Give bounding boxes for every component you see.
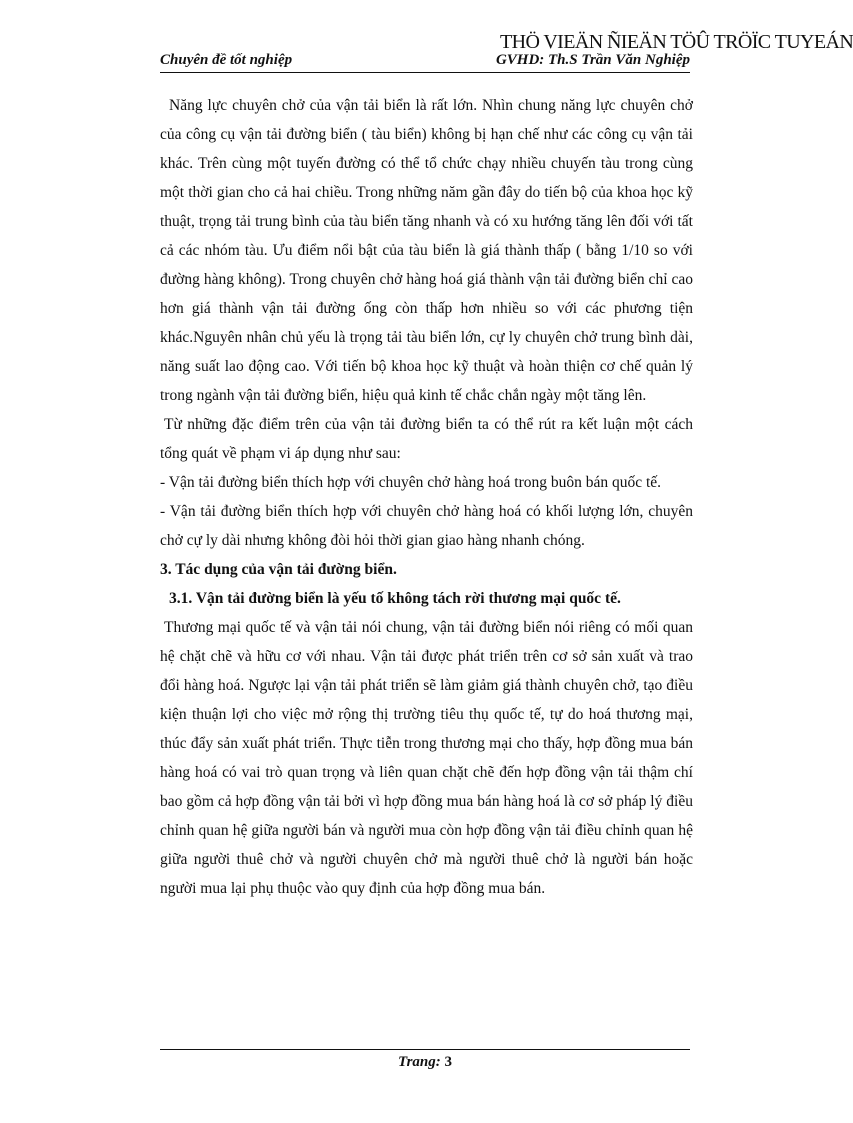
header-title: Chuyên đề tốt nghiệp (160, 52, 293, 68)
section-heading: 3. Tác dụng của vận tải đường biển. (160, 561, 397, 578)
page-number: 3 (444, 1054, 453, 1070)
subsection-heading: 3.1. Vận tải đường biển là yếu tố không tách rời thương mại quốc tế. (169, 590, 621, 607)
header-advisor: GVHD: Th.S Trần Văn Nghiệp (495, 52, 690, 68)
page-number-label: Trang: (397, 1054, 441, 1070)
bullet-item-large-volume: - Vận tải đường biển thích hợp với chuyên chở hàng hoá có khối lượng lớn, chuyên chở cự ly dài nhưng không đòi hỏi thời gian giao hàng nhanh chóng. (160, 503, 693, 549)
page-header (160, 50, 690, 73)
paragraph-conclusion-intro: Từ những đặc điểm trên của vận tải đường biển ta có thể rút ra kết luận một cách tổng quát về phạm vi áp dụng như sau: (160, 416, 693, 462)
footer-divider (160, 1049, 690, 1050)
page-body (160, 91, 693, 903)
paragraph-capacity: Năng lực chuyên chở của vận tải biển là rất lớn. Nhìn chung năng lực chuyên chở của công cụ vận tải đường biển ( tàu biển) không bị hạn chế như các công cụ vận tải khác. Trên cùng một tuyến đường có thể tổ chức chạy nhiều chuyến tàu trong cùng một thời gian cho cả hai chiều. Trong những năm gần đây do tiến bộ của khoa học kỹ thuật, trọng tải trung bình của tàu biển tăng nhanh và có xu hướng tăng lên đối với tất cả các nhóm tàu. Ưu điểm nổi bật của tàu biển là giá thành thấp ( bằng 1/10 so với đường hàng không). Trong chuyên chở hàng hoá giá thành vận tải đường biển chỉ cao hơn giá thành vận tải đường ống còn thấp hơn nhiều so với các phương tiện khác.Nguyên nhân chủ yếu là trọng tải tàu biển lớn, cự ly chuyên chở trung bình dài, năng suất lao động cao. Với tiến bộ khoa học kỹ thuật và hoàn thiện cơ chế quản lý trong ngành vận tải đường biển, hiệu quả kinh tế chắc chắn ngày một tăng lên. (160, 97, 693, 404)
paragraph-trade-relation: Thương mại quốc tế và vận tải nói chung, vận tải đường biển nói riêng có mối quan hệ chặt chẽ và hữu cơ với nhau. Vận tải được phát triển trên cơ sở sản xuất và trao đổi hàng hoá. Ngược lại vận tải phát triển sẽ làm giảm giá thành chuyên chở, tạo điều kiện thuận lợi cho việc mở rộng thị trường tiêu thụ quốc tế, tự do hoá thương mại, thúc đẩy sản xuất phát triển. Thực tiễn trong thương mại cho thấy, hợp đồng mua bán hàng hoá có vai trò quan trọng và liên quan chặt chẽ đến hợp đồng vận tải thậm chí bao gồm cả hợp đồng vận tải bởi vì hợp đồng mua bán hàng hoá là cơ sở pháp lý điều chỉnh quan hệ giữa người bán và người mua còn hợp đồng vận tải điều chỉnh quan hệ giữa người thuê chở và người chuyên chở mà người thuê chở là người bán hoặc người mua lại phụ thuộc vào quy định của hợp đồng mua bán. (160, 619, 693, 897)
page-footer (160, 1054, 690, 1071)
bullet-item-international-trade: - Vận tải đường biển thích hợp với chuyên chở hàng hoá trong buôn bán quốc tế. (160, 474, 662, 491)
watermark-text: THÖ VIEÄN ÑIEÄN TÖÛ TRÖÏC TUYEÁN (500, 31, 853, 53)
